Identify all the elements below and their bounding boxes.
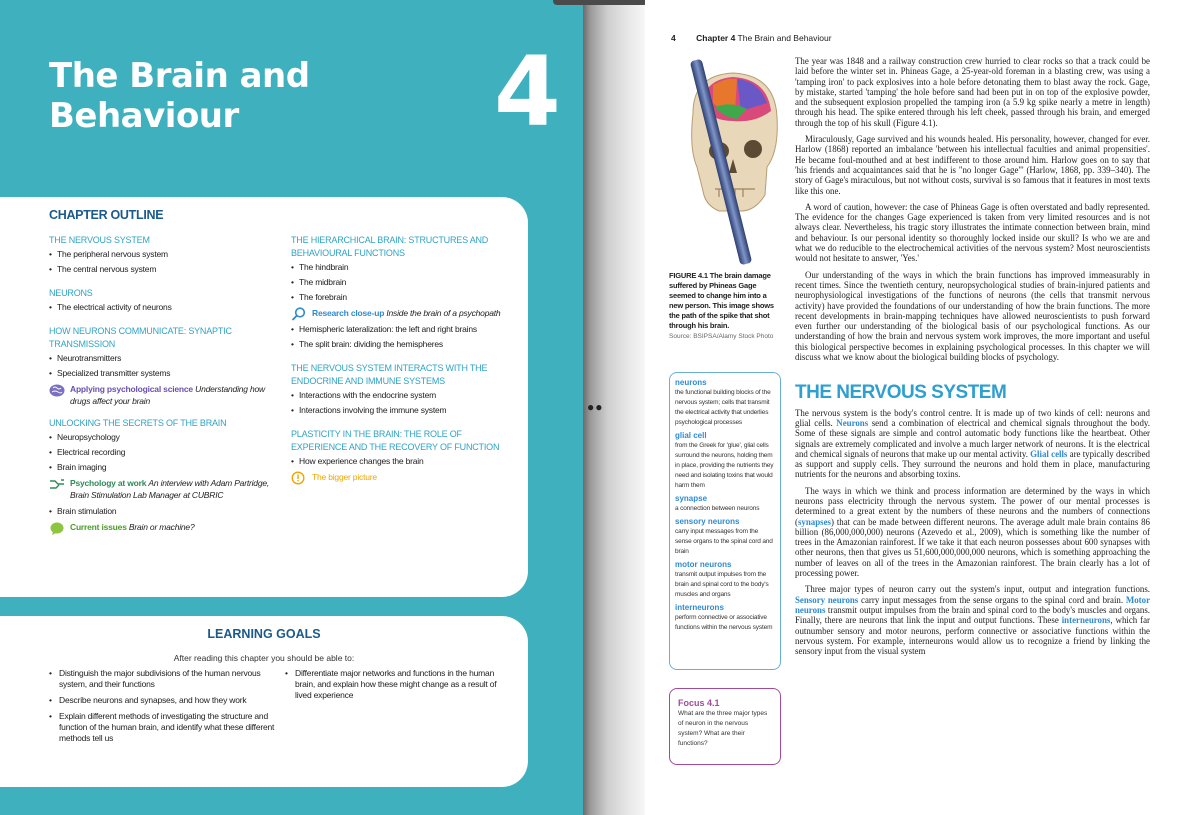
brain-icon xyxy=(49,383,65,397)
left-page xyxy=(0,0,583,815)
chapter-number: 4 xyxy=(494,36,561,148)
body-paragraph: Miraculously, Gage survived and his wounds healed. His personality, however, changed for ever. Harlow (1868) reported an imbalance 'between his intellectual faculties and animal propensities'. He became foul-mouthed and at best indifferent to those around him. Harlow goes on to say that 'his friends and acquaintances said that he is "no longer Gage"' (Harlow, 1868, pp. 339–340). The story of Gage's miraculous, but not without costs, survival is so famous that it features in most texts like this one. xyxy=(795,134,1150,196)
outline-item[interactable]: • The electrical activity of neurons xyxy=(49,300,279,315)
body-paragraph: The year was 1848 and a railway construction crew hurried to clear rocks so that a track could be laid before the winter set in. Phineas Gage, a 25-year-old foreman in a blasting crew, was using a 'tamping iron' to pack explosives into a hole before detonating them to blast away the rock. Gage, by mistake, started 'tamping' the hole before sand had been put in on top of the explosive powder, and the subsequent explosion propelled the tamping iron (a 5.9 kg spike nearly a metre in length) through his head. The spike entered through his left cheek, passed through his brain, and emerged through the top of his skull (Figure 4.1). xyxy=(795,56,1150,128)
speech-bubble-icon xyxy=(49,521,65,535)
keyword: interneurons xyxy=(1061,615,1111,626)
outline-item[interactable]: • The central nervous system xyxy=(49,262,279,277)
outline-feature-applying[interactable] xyxy=(49,383,279,407)
body-paragraph: A word of caution, however: the case of Phineas Gage is often overstated and badly represented. The evidence for the changes Gage experienced is taken from very limited resources and is not always clear. Nevertheless, his tragic story illustrates the intimate connection between brain, mind and behaviour. Is our personal identity so thoroughly locked inside our skull? Is who we are and what we do reducible to the electrochemical activities of the nervous system? Most neuroscientists would not hesitate to answer, 'Yes.' xyxy=(795,201,1150,264)
outline-section-title[interactable]: THE NERVOUS SYSTEM xyxy=(49,235,150,245)
text-run: Three major types of neuron carry out the system's input, output and integration functions. xyxy=(805,584,1150,595)
outline-item[interactable]: • Hemispheric lateralization: the left and right brains xyxy=(291,322,516,337)
handshake-icon xyxy=(49,477,65,491)
body-paragraph xyxy=(795,486,1150,579)
outline-section xyxy=(49,417,279,533)
goals-column-right xyxy=(285,668,505,706)
feature-title: An interview with Adam Partridge, Brain Stimulation Lab Manager at CUBRIC xyxy=(70,478,270,500)
outline-item[interactable]: • How experience changes the brain xyxy=(291,454,516,469)
text-run: send a combination of electrical and chemical signals throughout the body. Some of these signals are simple and control automatic body functions like the heartbeat. Other signals are extremely complicated and involve a much larger network of neurons. It is the electrical and chemical signals of neurons that make up our mental activity. xyxy=(795,417,1150,459)
chapter-outline-heading: CHAPTER OUTLINE xyxy=(49,208,164,222)
feature-label: Applying psychological science xyxy=(70,384,193,394)
outline-section xyxy=(291,234,516,352)
feature-title: Understanding how drugs affect your brain xyxy=(70,384,265,406)
top-handle[interactable] xyxy=(553,0,648,5)
magnifier-icon xyxy=(291,307,307,321)
outline-section xyxy=(291,362,516,418)
outline-feature-current-issues[interactable] xyxy=(49,521,279,533)
text-run: The ways in which we think and process information are determined by the ways in which neurons pass electricity through the nervous system. The power of our mental processes is determined to a great extent by the numbers of these neurons and the numbers of connections ( xyxy=(795,485,1150,527)
feature-title: Brain or machine? xyxy=(128,522,195,532)
keyword: Sensory neurons xyxy=(795,594,859,605)
feature-label: Research close-up xyxy=(312,308,385,318)
outline-section-title[interactable]: THE NERVOUS SYSTEM INTERACTS WITH THE ENDOCRINE AND IMMUNE SYSTEMS xyxy=(291,363,488,386)
outline-section-title[interactable]: THE HIERARCHICAL BRAIN: STRUCTURES AND BEHAVIOURAL FUNCTIONS xyxy=(291,235,489,258)
section-heading: THE NERVOUS SYSTEM xyxy=(795,382,1007,404)
outline-feature-bigger-picture[interactable] xyxy=(291,471,516,483)
focus-box xyxy=(669,688,781,765)
outline-section xyxy=(49,287,279,315)
glossary-definition: transmit output impulses from the brain and spinal cord to the body's muscles and organs xyxy=(675,571,769,598)
outline-item[interactable]: • Interactions with the endocrine system xyxy=(291,388,516,403)
keyword: Neurons xyxy=(836,417,869,428)
text-run: carry input messages from the sense organs to the spinal cord and brain. xyxy=(861,594,1124,605)
feature-label: Psychology at work xyxy=(70,478,147,488)
page-number: 4 xyxy=(671,33,676,43)
running-head xyxy=(671,33,832,43)
keyword: synapses xyxy=(797,516,832,527)
feature-title: Inside the brain of a psychopath xyxy=(386,308,501,318)
goal-item: • Distinguish the major subdivisions of the human nervous system, and their functions xyxy=(49,668,279,690)
outline-item[interactable]: • The hindbrain xyxy=(291,260,516,275)
glossary-definition: the functional building blocks of the nervous system; cells that transmit the electrical activity that underlies psychological processes xyxy=(675,389,771,426)
glossary-term: synapse xyxy=(675,494,708,503)
outline-item[interactable]: • Electrical recording xyxy=(49,445,279,460)
keyword: Motor neurons xyxy=(795,594,1151,615)
outline-item[interactable]: • The forebrain xyxy=(291,290,516,305)
focus-question: What are the three major types of neuron in the nervous system? What are their functions? xyxy=(678,710,768,747)
feature-label: The bigger picture xyxy=(312,472,377,482)
glossary-term: neurons xyxy=(675,378,707,387)
outline-column-left xyxy=(49,234,279,543)
outline-item[interactable]: • Brain imaging xyxy=(49,460,279,475)
learning-goals-heading: LEARNING GOALS xyxy=(207,627,321,641)
glossary-definition: a connection between neurons xyxy=(675,505,760,512)
outline-column-right xyxy=(291,234,516,493)
info-circle-icon xyxy=(291,471,307,485)
outline-section-title[interactable]: PLASTICITY IN THE BRAIN: THE ROLE OF EXPERIENCE AND THE RECOVERY OF FUNCTION xyxy=(291,429,500,452)
body-paragraph xyxy=(795,408,1150,480)
glossary-definition: carry input messages from the sense organs to the spinal cord and brain xyxy=(675,528,773,555)
glossary-box xyxy=(669,372,781,670)
glossary-definition: perform connective or associative functions within the nervous system xyxy=(675,614,773,631)
eyes-icon: ●● xyxy=(587,400,604,414)
outline-item[interactable]: • The peripheral nervous system xyxy=(49,247,279,262)
text-run: The nervous system is the body's control centre. It is made up of two kinds of cell: neurons and glial cells. xyxy=(795,407,1150,428)
chapter-outline-box xyxy=(0,197,528,597)
keyword: Glial cells xyxy=(1030,448,1068,459)
outline-section xyxy=(49,234,279,277)
outline-feature-research-close-up[interactable] xyxy=(291,307,516,319)
focus-title: Focus 4.1 xyxy=(678,698,720,708)
feature-label: Current issues xyxy=(70,522,127,532)
outline-item[interactable]: • The midbrain xyxy=(291,275,516,290)
text-run: are typically described as support and supply cells. They surround the neurons and hold them in place, manufacturing nutrients for the neurons and absorbing toxins. xyxy=(795,448,1150,480)
running-head-title: The Brain and Behaviour xyxy=(737,33,832,43)
learning-goals-box xyxy=(0,616,528,787)
text-run: ) that can be made between different neurons. The average adult male brain contains 86 billion (86,000,000,000) neurons (Azevedo et al., 2009), which is something like the number of trees in the Amazonian rainforest. If we take it that each neuron possesses about 600 synapses with other neurons, then that gives us 51,600,000,000,000 neurons, which is something approaching the number of leaves on all of the trees in the Amazonian rainforest. The brain clearly has a lot of processing power. xyxy=(795,516,1150,579)
text-run: , which far outnumber sensory and motor neurons, perform connective or associative functions within the nervous system. For example, interneurons would allow us to recognize a friend by linking the sensory input from the visual system xyxy=(795,615,1151,657)
glossary-term: sensory neurons xyxy=(675,517,740,526)
glossary-term: glial cell xyxy=(675,431,707,440)
skull-spike-illustration xyxy=(675,55,790,270)
outline-item[interactable]: • Brain stimulation xyxy=(49,504,279,519)
outline-section xyxy=(49,325,279,407)
goal-item: • Explain different methods of investigating the structure and function of the human brain, and identify what these different methods tell us xyxy=(49,711,279,744)
outline-item[interactable]: • Neurotransmitters xyxy=(49,351,279,366)
outline-item[interactable]: • Neuropsychology xyxy=(49,430,279,445)
glossary-term: motor neurons xyxy=(675,560,732,569)
glossary-term: interneurons xyxy=(675,603,724,612)
right-page xyxy=(645,0,1201,815)
goal-item: • Differentiate major networks and functions in the human brain, and explain how these might change as a result of lived experience xyxy=(285,668,505,701)
outline-item[interactable]: • Interactions involving the immune system xyxy=(291,403,516,418)
outline-section-title[interactable]: NEURONS xyxy=(49,288,93,298)
body-text xyxy=(795,56,1150,662)
goals-column-left xyxy=(49,668,279,749)
figure-caption: FIGURE 4.1 The brain damage suffered by Phineas Gage seemed to change him into a new person. This image shows the path of the spike that shot through his brain. xyxy=(669,271,774,330)
outline-feature-psychology-at-work[interactable] xyxy=(49,477,279,501)
text-run: transmit output impulses from the brain and spinal cord to the body's muscles and organs. Finally, there are neurons that link the input and output functions. These xyxy=(795,604,1150,626)
chapter-title: The Brain and Behaviour xyxy=(49,56,310,136)
outline-section-title[interactable]: UNLOCKING THE SECRETS OF THE BRAIN xyxy=(49,418,227,428)
outline-section xyxy=(291,428,516,483)
outline-section-title[interactable]: HOW NEURONS COMMUNICATE: SYNAPTIC TRANSMISSION xyxy=(49,326,232,349)
learning-goals-intro: After reading this chapter you should be able to: xyxy=(173,653,355,663)
goal-item: • Describe neurons and synapses, and how they work xyxy=(49,695,279,706)
running-head-chapter: Chapter 4 xyxy=(696,33,736,43)
glossary-definition: from the Greek for 'glue', glial cells surround the neurons, holding them in place, providing the nutrients they need and isolating toxins that would harm them xyxy=(675,442,774,489)
figure-source: Source: BSIPSA/Alamy Stock Photo xyxy=(669,333,774,340)
body-paragraph xyxy=(795,584,1150,656)
outline-item[interactable]: • Specialized transmitter systems xyxy=(49,366,279,381)
body-paragraph: Our understanding of the ways in which the brain functions has improved immeasurably in recent times. Since the twentieth century, neuropsychological studies of brain-injured patients and neurophysiological investigations of the functions of neurons (the cells that transmit nervous activity) have provided the foundations of our understanding of how the brain functions. The more recent developments in brain-mapping techniques have allowed neuroscientists to push forward even further our understanding of the biological basis of our psychological functions. As our understanding of how the brain and nervous system work improves, the more important and useful this biological perspective becomes in explaining psychological processes. In this chapter we will discuss what we know about the biological building blocks of psychology. xyxy=(795,269,1150,363)
outline-item[interactable]: • The split brain: dividing the hemispheres xyxy=(291,337,516,352)
